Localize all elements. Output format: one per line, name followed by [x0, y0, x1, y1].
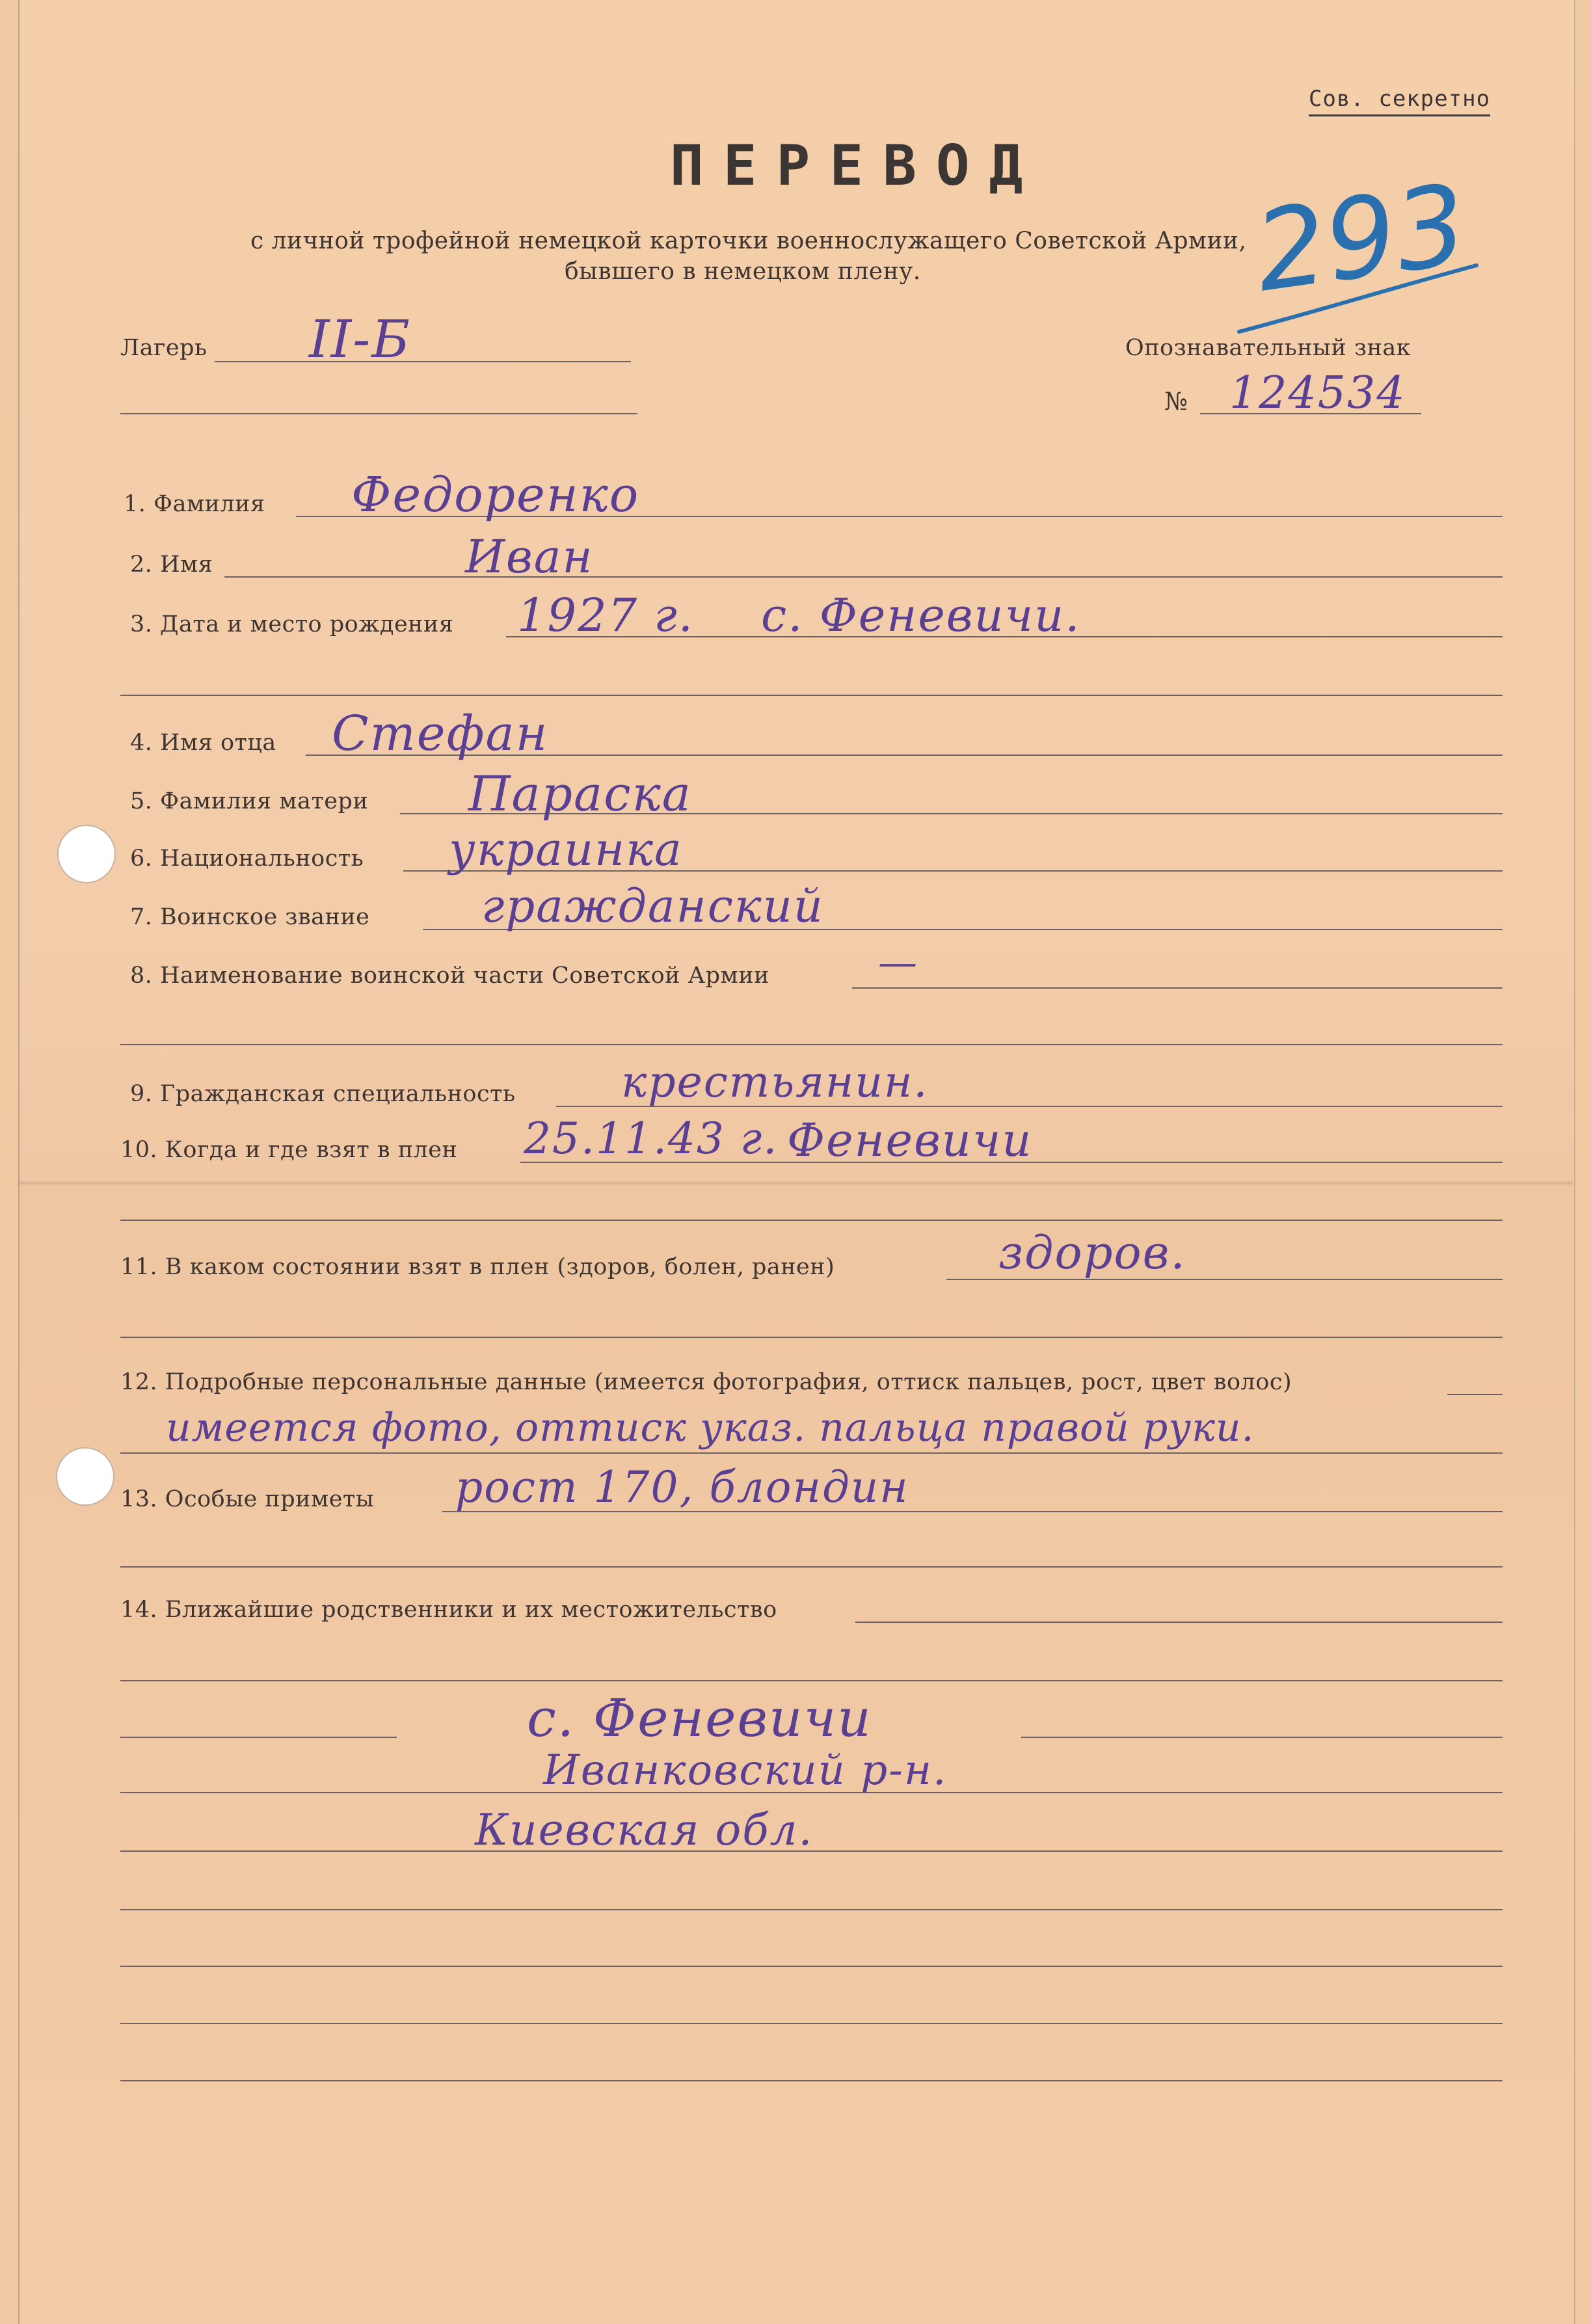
- field-14-value-village: с. Феневичи: [527, 1688, 872, 1748]
- field-12-label: 12. Подробные персональные данные (имеется фотография, оттиск пальцев, рост, цвет волос): [120, 1369, 1292, 1395]
- field-9-value: крестьянин.: [621, 1057, 929, 1107]
- field-6-label: 6. Национальность: [130, 846, 364, 872]
- field-12-line: [1447, 1394, 1503, 1395]
- field-14-label: 14. Ближайшие родственники и их местожительство: [120, 1597, 777, 1623]
- camp-label: Лагерь: [120, 335, 207, 361]
- field-14-value-region: Киевская обл.: [475, 1805, 814, 1855]
- field-14-line-2: [120, 1680, 1503, 1681]
- camp-value: II-Б: [309, 309, 412, 369]
- field-5-value: Параска: [468, 766, 692, 822]
- field-10-label: 10. Когда и где взят в плен: [120, 1137, 458, 1163]
- id-tag-number-prefix: №: [1164, 387, 1188, 416]
- field-8-label: 8. Наименование воинской части Советской Армии: [130, 963, 769, 989]
- field-1-label: 1. Фамилия: [124, 491, 265, 517]
- handwritten-file-number: 293: [1247, 160, 1475, 317]
- field-10-value-place: Феневичи: [787, 1114, 1033, 1167]
- field-1-value: Федоренко: [351, 467, 640, 523]
- field-4-value: Стефан: [332, 706, 549, 762]
- field-2-value: Иван: [465, 530, 594, 583]
- field-3-value: 1927 г.: [517, 589, 695, 642]
- field-3-value-place: с. Феневичи.: [761, 589, 1081, 642]
- field-3-line-2: [120, 695, 1503, 696]
- blank-line-3: [120, 2023, 1503, 2024]
- field-13-value: рост 170, блондин: [455, 1462, 909, 1512]
- field-4-label: 4. Имя отца: [130, 730, 276, 756]
- camp-line-2: [120, 413, 637, 414]
- field-11-value: здоров.: [998, 1226, 1186, 1279]
- field-13-line-2: [120, 1566, 1503, 1568]
- field-12-line-2: [120, 1452, 1503, 1454]
- field-8-line: [852, 987, 1503, 989]
- field-8-line-2: [120, 1044, 1503, 1045]
- field-14-value-district: Иванковский р-н.: [543, 1746, 948, 1795]
- blank-line-2: [120, 1966, 1503, 1967]
- camp-line: [215, 361, 631, 362]
- classification-stamp: Сов. секретно: [1309, 86, 1490, 116]
- field-7-label: 7. Воинское звание: [130, 904, 370, 930]
- document-title: ПЕРЕВОД: [670, 133, 1043, 198]
- field-12-value: имеется фото, оттиск указ. пальца правой руки.: [166, 1405, 1255, 1450]
- id-tag-value: 124534: [1229, 367, 1406, 419]
- field-6-value: украинка: [449, 823, 683, 876]
- field-10-line-2: [120, 1220, 1503, 1221]
- punch-hole-upper: [57, 825, 116, 883]
- subtitle-line-1: с личной трофейной немецкой карточки военнослужащего Советской Армии,: [250, 228, 1247, 254]
- id-tag-label: Опознавательный знак: [1125, 335, 1411, 361]
- field-9-label: 9. Гражданская специальность: [130, 1081, 516, 1107]
- field-2-line: [224, 576, 1503, 578]
- blank-line-4: [120, 2080, 1503, 2081]
- field-10-value: 25.11.43 г.: [524, 1114, 779, 1164]
- field-13-label: 13. Особые приметы: [120, 1486, 375, 1512]
- field-7-value: гражданский: [481, 879, 824, 933]
- field-3-label: 3. Дата и место рождения: [130, 611, 454, 637]
- field-5-label: 5. Фамилия матери: [130, 788, 369, 814]
- field-14-line-3a: [120, 1737, 397, 1738]
- field-11-line-2: [120, 1337, 1503, 1338]
- field-11-label: 11. В каком состоянии взят в плен (здоров, болен, ранен): [120, 1254, 835, 1280]
- punch-hole-lower: [56, 1447, 114, 1506]
- field-14-line-3b: [1021, 1737, 1503, 1738]
- field-2-label: 2. Имя: [130, 552, 213, 578]
- subtitle-line-2: бывшего в немецком плену.: [565, 258, 921, 285]
- field-14-line: [855, 1622, 1503, 1623]
- field-8-value: —: [878, 940, 918, 985]
- blue-pencil-stroke: [1236, 260, 1483, 338]
- blank-line-1: [120, 1909, 1503, 1910]
- paper-fold: [18, 1181, 1573, 1186]
